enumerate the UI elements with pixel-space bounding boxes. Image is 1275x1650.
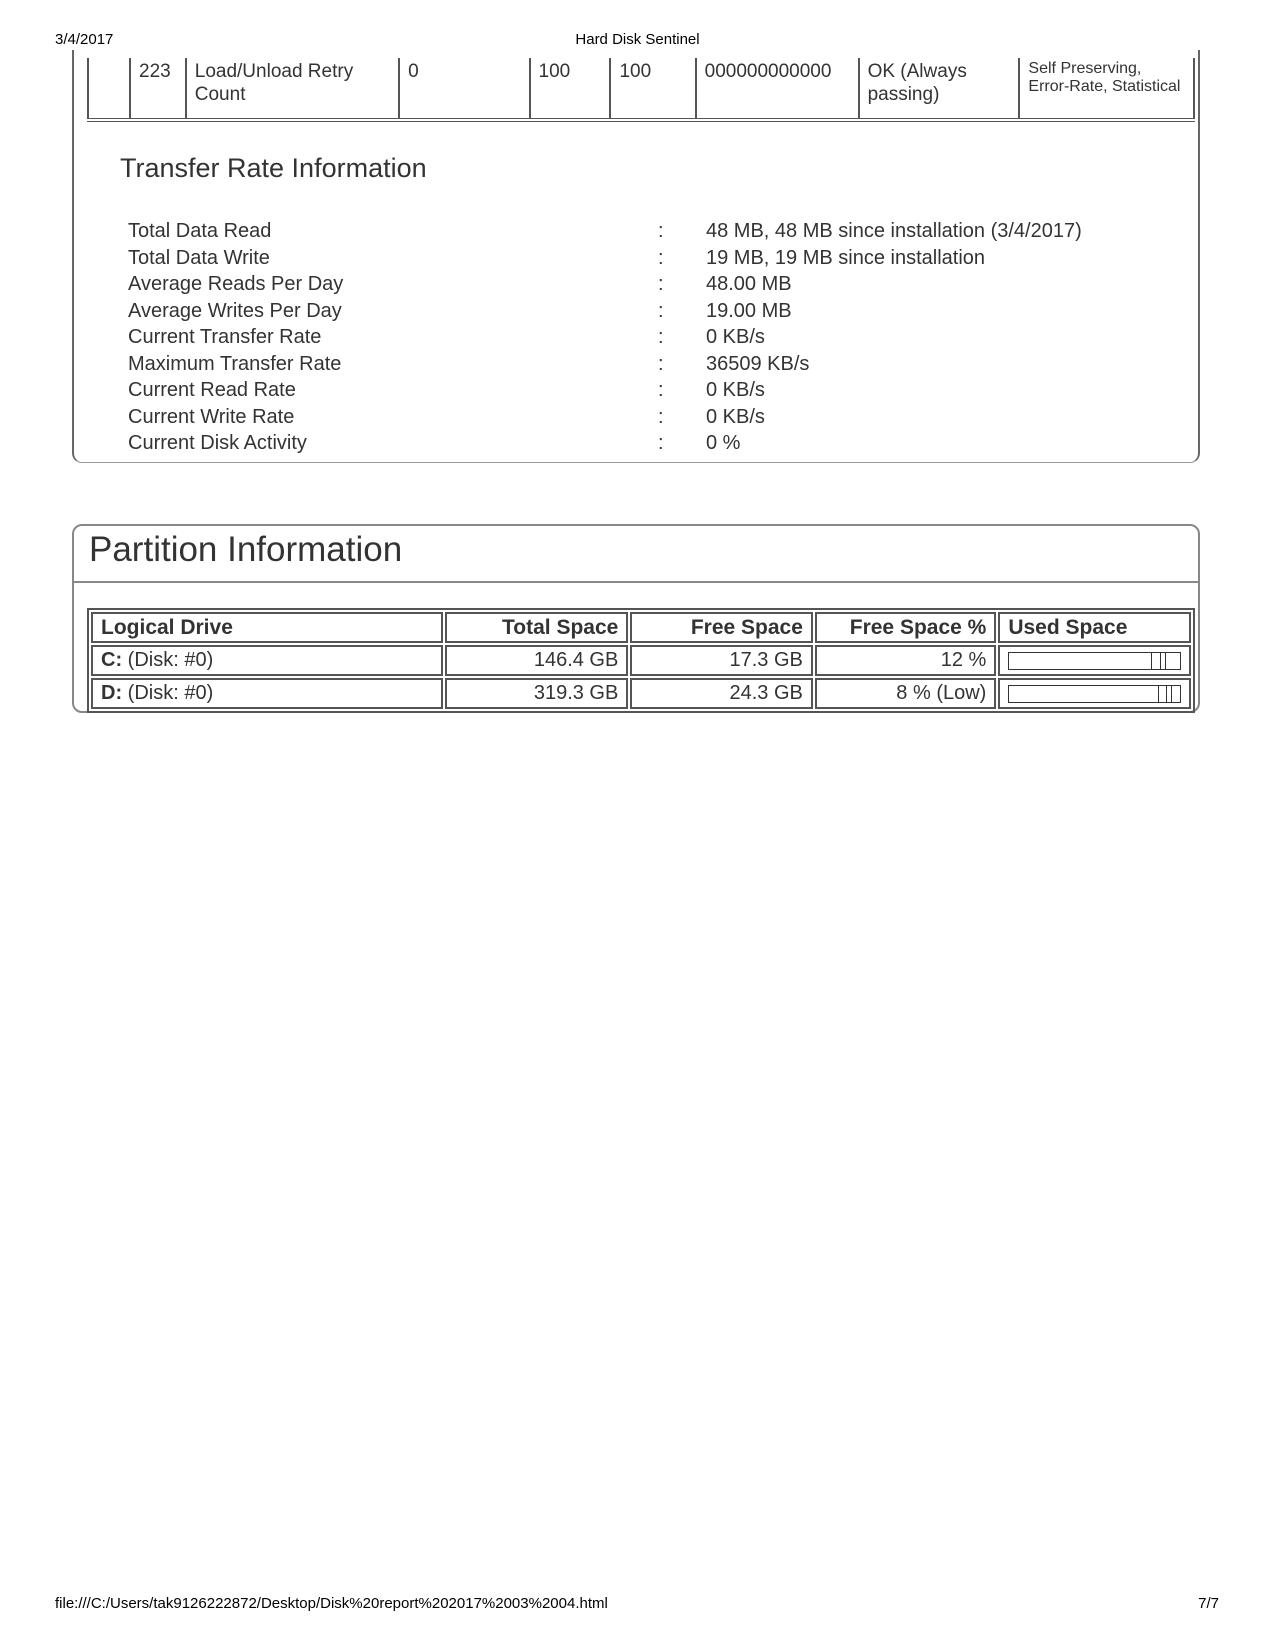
cell-total-space: 319.3 GB xyxy=(445,678,629,709)
info-label: Average Writes Per Day xyxy=(128,299,342,322)
list-item xyxy=(128,273,1178,300)
cell-used-space xyxy=(998,678,1191,709)
info-label: Current Transfer Rate xyxy=(128,326,322,348)
info-value: 0 % xyxy=(706,432,741,454)
info-value: 48 MB, 48 MB since installation (3/4/2017) xyxy=(706,220,1082,242)
cell-used-space xyxy=(998,645,1191,676)
drive-disk: (Disk: #0) xyxy=(127,649,214,671)
info-separator: : xyxy=(658,246,664,269)
print-url: file:///C:/Users/tak9126222872/Desktop/Disk%20report%202017%2003%2004.html xyxy=(55,1595,608,1612)
drive-disk: (Disk: #0) xyxy=(127,682,214,704)
header-free-space: Free Space xyxy=(630,612,813,643)
list-item xyxy=(128,353,1178,380)
list-item xyxy=(128,300,1178,327)
table-row xyxy=(88,58,1194,120)
info-value: 19.00 MB xyxy=(706,299,792,322)
info-label: Current Read Rate xyxy=(128,379,296,401)
info-value: 0 KB/s xyxy=(706,326,765,348)
partition-title: Partition Information xyxy=(89,530,403,569)
info-separator: : xyxy=(658,326,664,348)
smart-cell-data: 000000000000 xyxy=(696,58,859,120)
cell-logical-drive xyxy=(91,645,443,676)
smart-cell-threshold: 0 xyxy=(399,58,529,120)
header-total-space: Total Space xyxy=(445,612,629,643)
info-separator: : xyxy=(658,432,664,454)
list-item xyxy=(128,247,1178,274)
info-separator: : xyxy=(658,379,664,401)
info-value: 19 MB, 19 MB since installation xyxy=(706,246,986,269)
info-label: Current Write Rate xyxy=(128,405,295,428)
partition-table xyxy=(87,608,1195,713)
used-space-bar xyxy=(1008,652,1181,670)
drive-letter: C: xyxy=(101,649,123,671)
info-value: 36509 KB/s xyxy=(706,352,810,375)
transfer-title: Transfer Rate Information xyxy=(120,153,427,183)
used-space-bar xyxy=(1008,685,1181,703)
list-item xyxy=(128,406,1178,433)
smart-cell-empty xyxy=(88,58,130,120)
cell-free-space: 17.3 GB xyxy=(630,645,813,676)
table-row xyxy=(91,645,1191,676)
list-item xyxy=(128,379,1178,406)
print-title: Hard Disk Sentinel xyxy=(575,31,700,48)
partition-header-row xyxy=(91,612,1191,643)
list-item xyxy=(128,220,1178,247)
info-separator: : xyxy=(658,352,664,375)
info-label: Total Data Read xyxy=(128,220,272,242)
info-label: Maximum Transfer Rate xyxy=(128,352,342,375)
info-label: Current Disk Activity xyxy=(128,432,307,454)
cell-free-space-pct: 12 % xyxy=(815,645,996,676)
info-separator: : xyxy=(658,405,664,428)
drive-letter: D: xyxy=(101,682,123,704)
header-used-space: Used Space xyxy=(998,612,1191,643)
smart-cell-flags: Self Preserving, Error-Rate, Statistical xyxy=(1019,58,1194,120)
info-label: Average Reads Per Day xyxy=(128,273,344,295)
header-logical-drive: Logical Drive xyxy=(91,612,443,643)
smart-cell-value: 100 xyxy=(530,58,611,120)
info-separator: : xyxy=(658,273,664,295)
info-separator: : xyxy=(658,299,664,322)
info-label: Total Data Write xyxy=(128,246,270,269)
smart-cell-id: 223 xyxy=(130,58,186,120)
cell-free-space-pct: 8 % (Low) xyxy=(815,678,996,709)
smart-cell-status: OK (Always passing) xyxy=(859,58,1020,120)
header-free-space-pct: Free Space % xyxy=(815,612,996,643)
info-value: 0 KB/s xyxy=(706,405,765,428)
cell-total-space: 146.4 GB xyxy=(445,645,629,676)
print-date: 3/4/2017 xyxy=(55,31,114,48)
print-page-number: 7/7 xyxy=(1198,1595,1219,1612)
table-row xyxy=(91,678,1191,709)
smart-attributes-table xyxy=(87,58,1195,122)
smart-cell-worst: 100 xyxy=(610,58,695,120)
list-item xyxy=(128,326,1178,353)
print-header xyxy=(0,31,1275,51)
smart-cell-attribute: Load/Unload Retry Count xyxy=(186,58,399,120)
cell-logical-drive xyxy=(91,678,443,709)
partition-header-divider xyxy=(74,581,1198,583)
list-item xyxy=(128,432,1178,459)
info-value: 48.00 MB xyxy=(706,273,792,295)
cell-free-space: 24.3 GB xyxy=(630,678,813,709)
info-separator: : xyxy=(658,220,664,242)
info-value: 0 KB/s xyxy=(706,379,765,401)
transfer-info-list xyxy=(128,220,1178,459)
